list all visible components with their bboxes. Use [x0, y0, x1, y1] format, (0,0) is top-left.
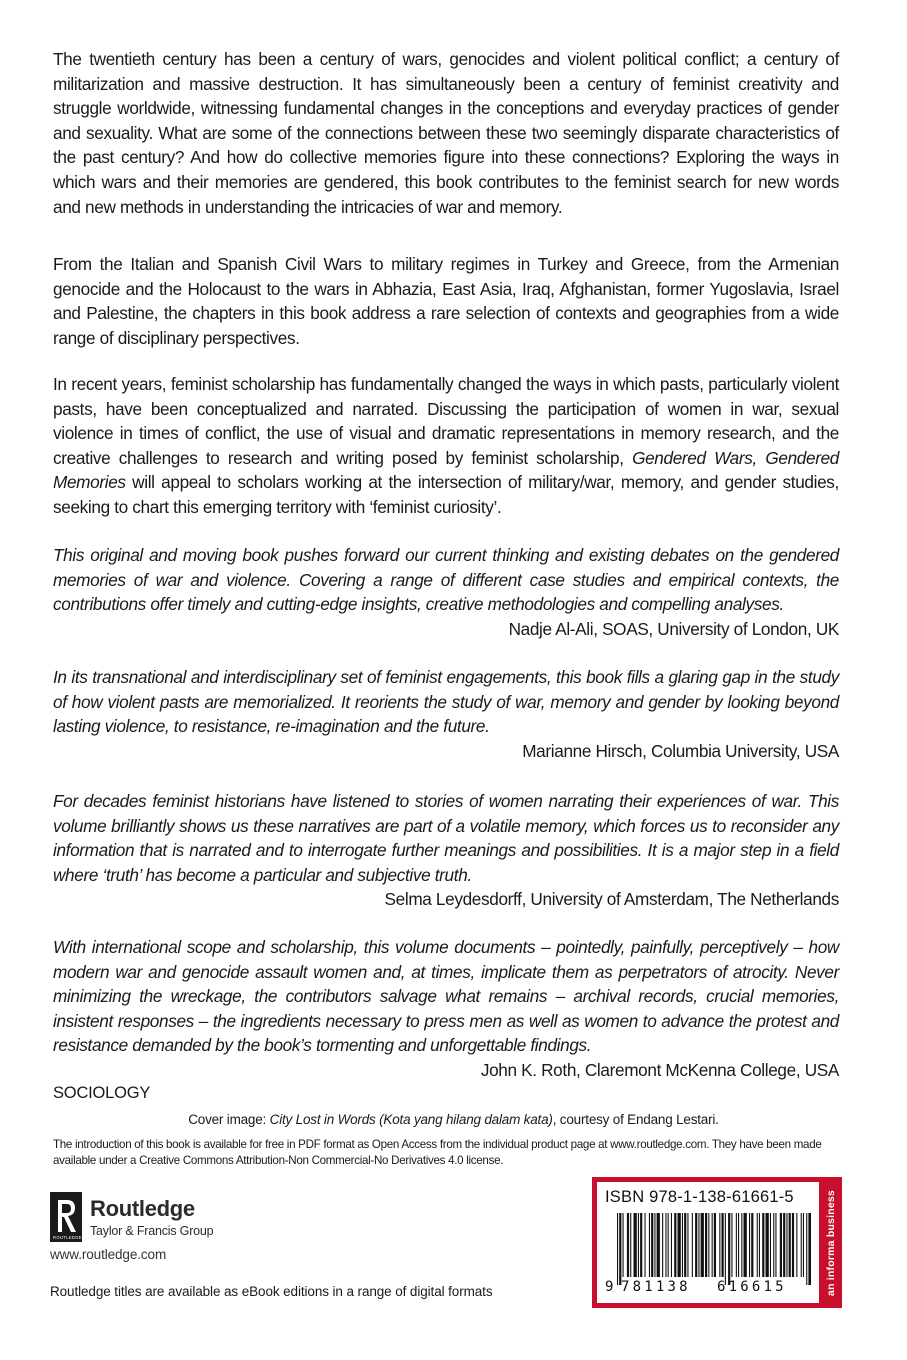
barcode-bar — [762, 1213, 764, 1277]
cover-image-credit — [0, 1112, 907, 1127]
barcode-bar — [803, 1213, 804, 1277]
barcode-bar — [770, 1213, 771, 1277]
barcode-bar — [722, 1213, 724, 1277]
endorsement-quote: This original and moving book pushes forward our current thinking and existing debates on the gendered memories of war and violence. Covering a range of different case studies and empirical contexts, the contributions offer timely and cutting-edge insights, creative methodologies and compelling analyses. — [53, 545, 839, 615]
paragraph-3-text-end: will appeal to scholars working at the intersection of military/war, memory, and gender studies, seeking to chart this emerging territory with ‘feminist curiosity’. — [53, 472, 839, 517]
cover-credit-suffix: , courtesy of Endang Lestari. — [552, 1112, 719, 1127]
barcode-bar — [695, 1213, 697, 1277]
barcode-bar — [736, 1213, 737, 1277]
barcode-bar — [701, 1213, 704, 1277]
cover-artwork-title: City Lost in Words (Kota yang hilang dalam kata) — [269, 1112, 553, 1127]
barcode-bar — [623, 1213, 624, 1277]
barcode-digits-left: 781138 — [621, 1279, 691, 1293]
barcode-bar — [619, 1213, 621, 1285]
barcode-bar — [757, 1213, 758, 1277]
logo-vertical-text: ROUTLEDGE — [53, 1235, 82, 1240]
barcode-bar — [649, 1213, 650, 1277]
barcode-bar — [806, 1213, 807, 1285]
endorsement-quote: With international scope and scholarship, this volume documents – pointedly, painfully, perceptively – how modern war and genocide assault women and, at times, implicate them as perpetrators of atrocity. Never minimizing the wreckage, the contributors salvage what remains – archival records, crucial memories, insistent responses – the ingredients necessary to press men as well as women to advance the protest and resistance demanded by the book’s tormenting and unforgettable findings. — [53, 937, 839, 1056]
barcode — [605, 1213, 811, 1293]
isbn-label: ISBN 978-1-138-61661-5 — [605, 1188, 794, 1206]
endorsement-attribution: Nadje Al-Ali, SOAS, University of London, UK — [508, 618, 839, 639]
barcode-bar — [657, 1213, 660, 1277]
barcode-bar — [741, 1213, 742, 1277]
barcode-bar — [744, 1213, 747, 1277]
barcode-bar — [692, 1213, 693, 1277]
barcode-bar — [759, 1213, 760, 1277]
barcode-bar — [698, 1213, 699, 1277]
barcode-digits-right: 616615 — [717, 1279, 787, 1293]
barcode-bar — [651, 1213, 653, 1277]
barcode-bar — [634, 1213, 637, 1277]
barcode-bar — [738, 1213, 739, 1277]
barcode-bar — [775, 1213, 776, 1277]
barcode-bar — [801, 1213, 802, 1277]
barcode-bar — [728, 1213, 730, 1285]
barcode-bar — [665, 1213, 666, 1277]
barcode-bar — [674, 1213, 676, 1277]
barcode-bar — [617, 1213, 618, 1285]
barcode-bar — [640, 1213, 642, 1277]
barcode-bar — [645, 1213, 646, 1277]
description-paragraph-3 — [53, 372, 839, 520]
cover-credit-prefix: Cover image: — [188, 1112, 270, 1127]
barcode-bar — [792, 1213, 794, 1277]
barcode-digit-lead: 9 — [605, 1279, 614, 1293]
barcode-bar — [662, 1213, 663, 1277]
endorsement-1 — [53, 543, 839, 641]
barcode-bar — [630, 1213, 631, 1277]
barcode-bar — [714, 1213, 716, 1277]
barcode-bar — [705, 1213, 707, 1277]
endorsement-attribution: Selma Leydesdorff, University of Amsterdam, The Netherlands — [384, 889, 839, 910]
book-title: Gendered Wars, Gendered Memories — [53, 447, 839, 493]
description-paragraph-2: From the Italian and Spanish Civil Wars to military regimes in Turkey and Greece, from the Armenian genocide and the Holocaust to the wars in Abhazia, East Asia, Iraq, Afghanistan, former Yugoslavia, Israel and Palestine, the chapters in this book address a rare selection of contexts and geographies from a wide range of disciplinary perspectives. — [53, 254, 839, 348]
endorsement-2 — [53, 665, 839, 763]
informa-banner — [819, 1177, 842, 1308]
endorsement-attribution: John K. Roth, Claremont McKenna College, USA — [480, 1059, 839, 1080]
barcode-bar — [671, 1213, 672, 1277]
barcode-bar — [719, 1213, 720, 1277]
isbn-panel — [597, 1182, 819, 1303]
endorsement-attribution: Marianne Hirsch, Columbia University, USA — [522, 740, 839, 761]
barcode-bar — [725, 1213, 726, 1285]
barcode-bar — [773, 1213, 774, 1277]
publisher-name: Routledge — [90, 1196, 195, 1221]
barcode-bar — [668, 1213, 669, 1277]
barcode-bar — [712, 1213, 713, 1277]
barcode-bar — [783, 1213, 785, 1277]
isbn-block — [592, 1177, 842, 1308]
barcode-bar — [749, 1213, 750, 1277]
endorsement-quote: For decades feminist historians have listened to stories of women narrating their experiences of war. This volume brilliantly shows us these narratives are part of a volatile memory, which forces us to reconsider any information that is narrated and to interrogate further meanings and possibilities. It is a major step in a field where ‘truth’ has become a particular and subjective truth. — [53, 791, 839, 885]
barcode-bar — [638, 1213, 639, 1277]
barcode-bar — [796, 1213, 797, 1277]
barcode-bar — [682, 1213, 683, 1277]
paragraph-3-text-start: In recent years, feminist scholarship has fundamentally changed the ways in which pasts, particularly violent pasts, have been conceptualized and narrated. Discussing the participation of women in war, sexual violence in times of conflict, the use of visual and dramatic representations in memory research, and the creative challenges to research and writing posed by feminist scholarship, — [53, 374, 839, 468]
barcode-bar — [654, 1213, 655, 1277]
barcode-bar — [687, 1213, 688, 1277]
endorsement-3 — [53, 789, 839, 912]
routledge-logo-icon — [50, 1192, 82, 1242]
informa-banner-text: an informa business — [824, 1189, 837, 1296]
publisher-group: Taylor & Francis Group — [90, 1224, 214, 1238]
endorsement-4 — [53, 935, 839, 1083]
barcode-bar — [780, 1213, 782, 1277]
barcode-bar — [786, 1213, 787, 1277]
barcode-bar — [766, 1213, 769, 1277]
barcode-bar — [678, 1213, 681, 1277]
barcode-bar — [708, 1213, 709, 1277]
barcode-bars — [617, 1213, 811, 1285]
barcode-bar — [789, 1213, 791, 1277]
subject-category: SOCIOLOGY — [53, 1084, 151, 1102]
barcode-bar — [751, 1213, 753, 1277]
barcode-bar — [627, 1213, 629, 1277]
description-paragraph-1: The twentieth century has been a century of wars, genocides and violent political conflict; a century of militarization and massive destruction. It has simultaneously been a century of feminist creativity and struggle worldwide, witnessing fundamental changes in the conceptions and everyday practices of gender and sexuality. What are some of the connections between these two seemingly disparate characteristics of the past century? And how do collective memories figure into these connections? Exploring the ways in which wars and their memories are gendered, this book contributes to the feminist search for new words and new methods in understanding the intricacies of war and memory. — [53, 49, 839, 217]
endorsement-quote: In its transnational and interdisciplinary set of feminist engagements, this book fills a glaring gap in the study of how violent pasts are memorialized. It reorients the study of war, memory and gender by looking beyond lasting violence, to resistance, re-imagination and the future. — [53, 667, 839, 737]
ebook-note: Routledge titles are available as eBook editions in a range of digital formats — [50, 1284, 493, 1299]
publisher-website[interactable]: www.routledge.com — [50, 1247, 167, 1262]
barcode-bar — [684, 1213, 686, 1277]
barcode-bar — [731, 1213, 732, 1277]
open-access-note: The introduction of this book is available for free in PDF format as Open Access from the individual product page at www.routledge.com. They have been made available under a Creative Commons Attribution-Non Commercial-No Derivatives 4.0 license. — [53, 1138, 822, 1168]
barcode-bar — [808, 1213, 811, 1285]
